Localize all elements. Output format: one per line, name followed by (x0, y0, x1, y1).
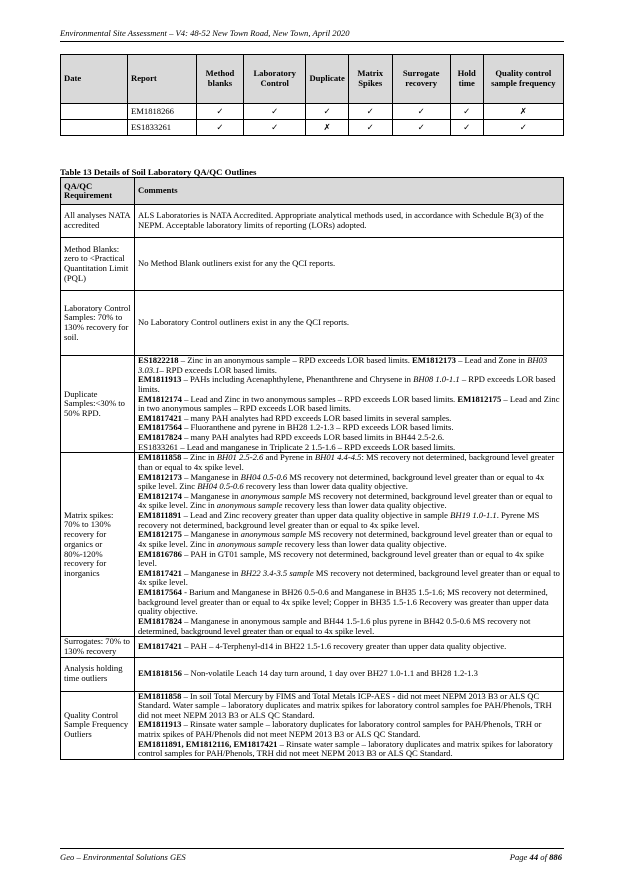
sample-id: BH19 1.0-1.1 (450, 510, 497, 520)
sample-id: BH08 1.0-1.1 (413, 374, 460, 385)
table-row (61, 453, 564, 637)
col-surrogate-recovery: Surrogate recovery (392, 55, 450, 104)
comment-text: – Non-volatile Leach 14 day turn around, 1 day over BH27 1.0-1.1 and BH28 1.2-1.3 (181, 668, 478, 679)
report-id: EM1812174 (138, 393, 182, 404)
check-icon: ✓ (243, 104, 306, 120)
comment-text: – PAH – 4-Terphenyl-d14 in BH22 1.5-1.6 recovery greater than upper data quality objective. (181, 641, 507, 652)
check-icon: ✓ (306, 104, 348, 120)
report-id: ES1822218 (138, 355, 179, 365)
comment-cell: No Laboratory Control outliners exist in any the QCI reports. (135, 291, 564, 356)
sample-id: BH04 0.5-0.6 (240, 471, 288, 482)
col-laboratory-control: Laboratory Control (243, 55, 306, 104)
report-id: EM1817824 (138, 432, 182, 442)
report-id: EM1811858 (138, 690, 182, 701)
comment-text: – Lead and Zone in (455, 355, 528, 365)
comment-text: – Lead and Zinc recovery greater than upper data quality objective in sample (181, 510, 451, 520)
qa-summary-table (60, 54, 564, 136)
sample-id: BH22 3.4-3.5 sample (240, 567, 314, 578)
comment-text: – Manganese in (181, 471, 241, 482)
comment-text: – Zinc in an anonymous sample – RPD exceeds LOR based limits. (178, 355, 413, 365)
col-comments: Comments (135, 178, 564, 205)
report-id: EM1817564 (138, 422, 182, 433)
report-id: EM1812175 (457, 393, 502, 404)
table-row (61, 291, 564, 356)
page-of: of (538, 852, 550, 862)
sample-id: anonymous sample (216, 500, 283, 511)
sample-id: anonymous sample (240, 490, 307, 501)
table-row (61, 657, 564, 691)
comment-text: – Manganese in (181, 567, 241, 578)
report-id: EM1817421 (138, 641, 182, 652)
comment-text: : MS recovery not determined, background level greater than or equal to 4x spike level. (138, 452, 555, 472)
table-row (61, 238, 564, 291)
col-hold-time: Hold time (450, 55, 483, 104)
sample-id: anonymous sample (216, 538, 283, 549)
check-icon: ✓ (392, 104, 450, 120)
col-qc-frequency: Quality control sample frequency (483, 55, 563, 104)
table-row (61, 104, 564, 120)
report-id: EM1811858 (138, 452, 182, 463)
report-id: EM1812173 (138, 471, 182, 482)
col-matrix-spikes: Matrix Spikes (348, 55, 392, 104)
report-cell: ES1833261 (128, 120, 197, 136)
requirement-cell: Laboratory Control Samples: 70% to 130% recovery for soil. (61, 291, 135, 356)
report-id: EM1812173 (412, 355, 456, 365)
table-title: Table 13 Details of Soil Laboratory QA/QC Outlines (60, 167, 257, 177)
check-icon: ✓ (197, 104, 244, 120)
page-total: 886 (549, 852, 562, 862)
qaqc-outlines-table (60, 177, 564, 760)
sample-id: BH04 0.5-0.6 (197, 481, 244, 492)
requirement-cell: Surrogates: 70% to 130% recovery (61, 637, 135, 657)
check-icon: ✓ (348, 104, 392, 120)
comment-cell (135, 453, 564, 637)
comment-text: . Pyrene MS recovery not determined, background level greater than or equal to 4x spike level. (138, 510, 540, 530)
date-cell (61, 104, 128, 120)
report-id: EM1811913 (138, 374, 182, 385)
comment-text: – Rinsate water sample – laboratory duplicates for laboratory control samples for PAH/Phenols, TRH or matrix spikes of PAH/Phenols did not meet NEPM 2013 B3 or ALS QC Standard. (138, 719, 542, 740)
report-id: EM1817564 (138, 587, 182, 597)
page-current: 44 (529, 852, 539, 862)
comment-text: ES1833261 – Lead and manganese in Triplicate 2 1.5-1.6 – RPD exceeds LOR based limits. (138, 441, 456, 452)
comment-text: – Rinsate water sample – laboratory duplicates and matrix spikes for laboratory control samples for PAH/Phenols, TRH did not meet NEPM 2013 B3 or ALS QC Standard. (138, 738, 553, 759)
page-number (510, 852, 562, 862)
requirement-cell: Analysis holding time outliers (61, 657, 135, 691)
report-id: EM1812175 (138, 529, 182, 540)
comment-text: – Manganese in (181, 529, 241, 540)
check-icon: ✓ (243, 120, 306, 136)
comment-text: MS recovery not determined, background level greater than or equal to 4x spike level. Zinc in (138, 529, 553, 549)
report-id: EM1811891 (138, 510, 182, 520)
comment-text: MS recovery not determined, background level greater than or equal to 4x spike level. Zinc in (138, 490, 553, 511)
sample-id: BH01 2.5-2.6 (216, 452, 264, 463)
comment-text: – many PAH analytes had RPD exceeds LOR based limits in BH44 2.5-2.6. (181, 432, 445, 442)
comment-text: - Barium and Manganese in BH26 0.5-0.6 and Manganese in BH35 1.5-1.6; MS recovery not determined, background level greater than or equal to 4x spike level; Copper in BH35 1.5-1.6 Recovery was greater than upper data quality objective. (138, 587, 549, 617)
sample-id: BH03 3.03.1 (138, 355, 548, 375)
check-icon: ✓ (483, 120, 563, 136)
comment-text: MS recovery not determined, background level greater than or equal to 4x spike level. Zinc (138, 471, 545, 492)
header-rule (60, 41, 564, 42)
report-id: EM1817421 (138, 567, 182, 578)
table-row (61, 691, 564, 759)
comment-cell (135, 637, 564, 657)
sample-id: BH01 4.4-4.5 (314, 452, 362, 463)
cross-icon: ✗ (306, 120, 348, 136)
comment-cell (135, 356, 564, 453)
comment-text: – In soil Total Mercury by FIMS and Total Metals ICP-AES - did not meet NEPM 2013 B3 or ALS QC Standard. Water sample – laboratory duplicates and matrix spikes for laboratory control samples foe PAH/Phenols, TRH did not meet NEPM 2013 B3 or ALS QC Standard. (138, 690, 552, 720)
report-id: EM1817421 (138, 412, 182, 423)
comment-cell: No Method Blank outliners exist for any the QCI reports. (135, 238, 564, 291)
comment-text: – RPD exceeds LOR based limits. (159, 364, 277, 375)
comment-cell (135, 657, 564, 691)
col-method-blanks: Method blanks (197, 55, 244, 104)
comment-cell: ALS Laboratories is NATA Accredited. Appropriate analytical methods used, in accordance with Schedule B(3) of the NEPM. Acceptable laboratory limits of reporting (LORs) adopted. (135, 205, 564, 238)
table-row (61, 205, 564, 238)
report-id: EM1818156 (138, 668, 182, 679)
requirement-cell: Matrix spikes: 70% to 130% recovery for organics or 80%-120% recovery for inorganics (61, 453, 135, 637)
comment-text: – Fluoranthene and pyrene in BH28 1.2-1.3 – RPD exceeds LOR based limits. (181, 422, 454, 433)
requirement-cell: Quality Control Sample Frequency Outliers (61, 691, 135, 759)
table-header-row (61, 55, 564, 104)
comment-text: – Lead and Zinc in two anonymous samples – RPD exceeds LOR based limits. (181, 393, 458, 404)
comment-text: – Lead and Zinc in two anonymous samples – RPD exceeds LOR based limits. (138, 393, 560, 414)
footer-rule (60, 848, 564, 849)
report-id: EM1811913 (138, 719, 182, 730)
table-row (61, 637, 564, 657)
comment-text: – PAH in GT01 sample, MS recovery not determined, background level greater than or equal to 4x spike level. (138, 548, 544, 569)
cross-icon: ✗ (483, 104, 563, 120)
comment-text: and Pyrene in (263, 452, 315, 463)
report-id: EM1811891, EM1812116, EM1817421 (138, 738, 278, 749)
check-icon: ✓ (392, 120, 450, 136)
check-icon: ✓ (197, 120, 244, 136)
comment-text: recovery less than lower data quality objective. (282, 500, 447, 511)
col-report: Report (128, 55, 197, 104)
comment-text: – PAHs including Acenaphthylene, Phenanthrene and Chrysene in (181, 374, 414, 385)
page-prefix: Page (509, 852, 530, 862)
table-row (61, 120, 564, 136)
report-id: EM1817824 (138, 615, 182, 626)
report-cell: EM1818266 (128, 104, 197, 120)
sample-id: anonymous sample (240, 529, 307, 540)
comment-text: recovery less than lower data quality objective. (282, 538, 447, 549)
requirement-cell: Duplicate Samples:<30% to 50% RPD. (61, 356, 135, 453)
check-icon: ✓ (450, 120, 483, 136)
col-date: Date (61, 55, 128, 104)
check-icon: ✓ (450, 104, 483, 120)
requirement-cell: Method Blanks: zero to <Practical Quantitation Limit (PQL) (61, 238, 135, 291)
date-cell (61, 120, 128, 136)
col-duplicate: Duplicate (306, 55, 348, 104)
report-id: EM1812174 (138, 490, 182, 501)
report-id: EM1816786 (138, 548, 182, 559)
footer-company: Geo – Environmental Solutions GES (60, 852, 186, 862)
comment-cell (135, 691, 564, 759)
comment-text: – Manganese in (181, 490, 241, 501)
col-requirement: QA/QC Requirement (61, 178, 135, 205)
check-icon: ✓ (348, 120, 392, 136)
comment-text: MS recovery not determined, background level greater than or equal to 4x spike level. (138, 567, 560, 588)
table-row (61, 356, 564, 453)
requirement-cell: All analyses NATA accredited (61, 205, 135, 238)
table-header-row (61, 178, 564, 205)
comment-text: – Zinc in (181, 452, 217, 463)
comment-text: – many PAH analytes had RPD exceeds LOR based limits in several samples. (181, 412, 452, 423)
page-header: Environmental Site Assessment – V4: 48-52 New Town Road, New Town, April 2020 (60, 28, 350, 38)
comment-text: – Manganese in anonymous sample and BH44 1.5-1.6 plus pyrene in BH42 0.5-0.6 MS recovery not determined, background level greater than or equal to 4x spike level. (138, 615, 531, 636)
comment-text: – RPD exceeds LOR based limits. (138, 374, 556, 394)
comment-text: recovery less than lower data quality objective. (243, 481, 408, 492)
